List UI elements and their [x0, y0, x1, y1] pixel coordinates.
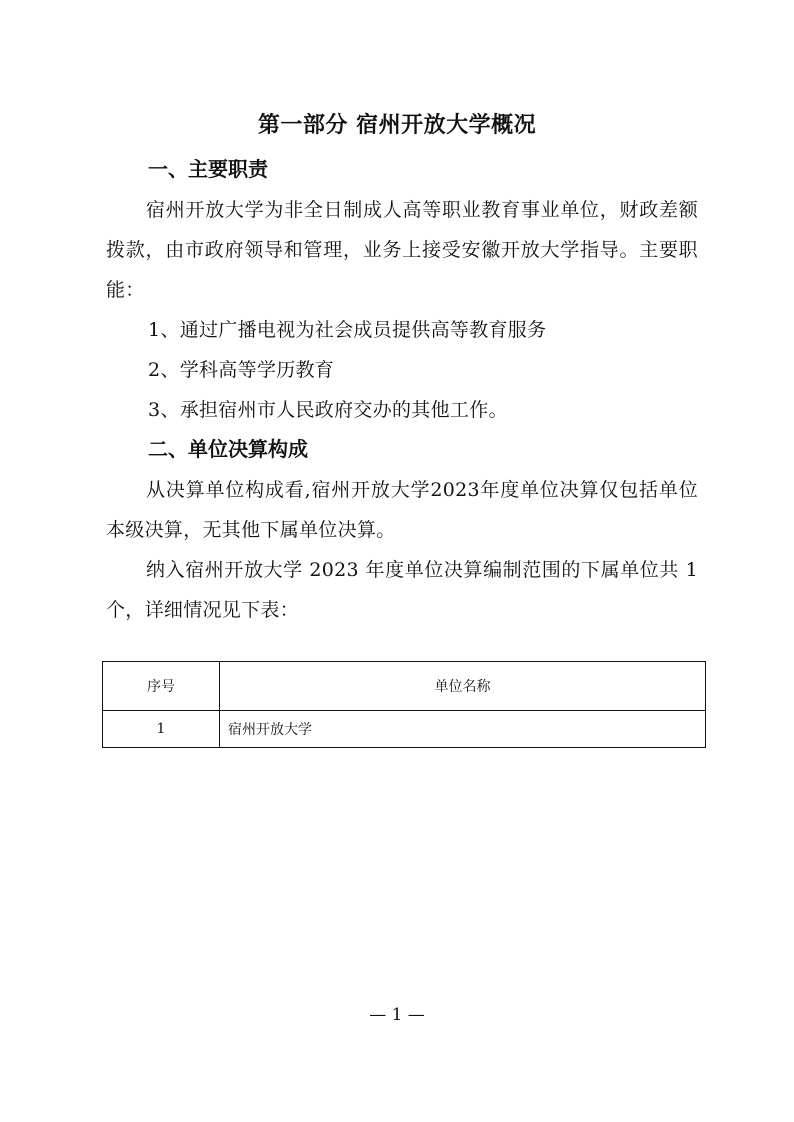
composition-paragraph-1: 从决算单位构成看,宿州开放大学2023年度单位决算仅包括单位本级决算，无其他下属单位决算。 — [106, 479, 698, 541]
cell-serial-number: 1 — [103, 711, 220, 748]
section-heading-composition: 二、单位决算构成 — [148, 437, 308, 461]
section-heading-responsibilities: 一、主要职责 — [148, 157, 268, 181]
table-header-row — [103, 662, 706, 711]
function-item-1: 1、通过广播电视为社会成员提供高等教育服务 — [148, 319, 547, 341]
function-item-2: 2、学科高等学历教育 — [148, 359, 335, 381]
table-row — [103, 711, 706, 748]
units-table — [102, 661, 706, 748]
responsibilities-paragraph: 宿州开放大学为非全日制成人高等职业教育事业单位，财政差额拨款，由市政府领导和管理，业务上接受安徽开放大学指导。主要职能： — [106, 199, 698, 301]
header-serial-number: 序号 — [103, 662, 220, 711]
page-title: 第一部分 宿州开放大学概况 — [257, 113, 537, 138]
page-number: — 1 — — [369, 1005, 425, 1025]
header-unit-name: 单位名称 — [220, 662, 706, 711]
cell-unit-name: 宿州开放大学 — [220, 711, 706, 748]
composition-paragraph-2: 纳入宿州开放大学 2023 年度单位决算编制范围的下属单位共 1 个，详细情况见下表： — [106, 559, 698, 621]
function-item-3: 3、承担宿州市人民政府交办的其他工作。 — [148, 399, 508, 421]
